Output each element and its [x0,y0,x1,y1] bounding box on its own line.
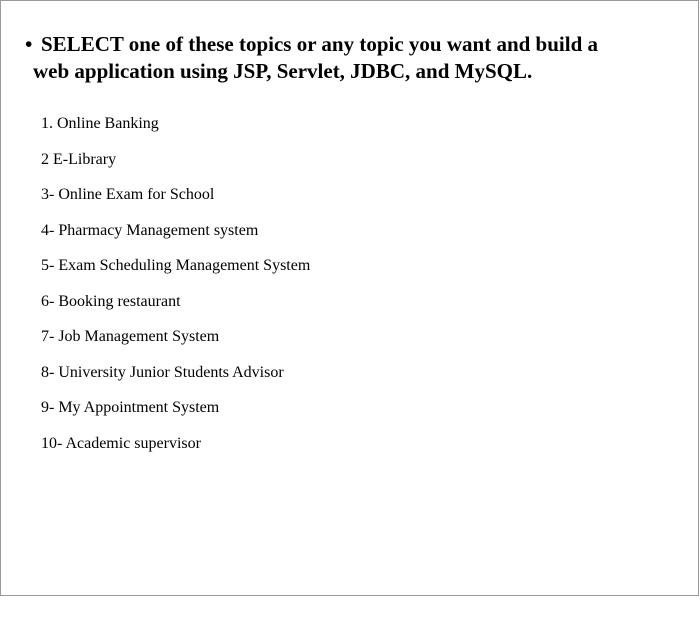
topic-item: 2 E-Library [41,150,117,168]
topic-item: 4- Pharmacy Management system [41,221,259,239]
instruction-line-1 [25,31,685,58]
instruction-text-2: web application using JSP, Servlet, JDBC, and MySQL. [33,59,533,83]
assignment-instruction [25,31,685,85]
topic-item: 6- Booking restaurant [41,292,181,310]
instruction-text-1: SELECT one of these topics or any topic you want and build a [41,32,599,56]
bullet-icon: • [25,32,33,56]
topic-list [41,114,310,469]
topic-item: 9- My Appointment System [41,399,220,416]
topic-item: 10- Academic supervisor [41,434,201,452]
topic-item: 3- Online Exam for School [41,186,215,203]
topic-item: 1. Online Banking [41,115,159,132]
topic-item: 5- Exam Scheduling Management System [41,257,311,274]
topic-item: 7- Job Management System [41,328,220,345]
topic-item: 8- University Junior Students Advisor [41,363,284,381]
